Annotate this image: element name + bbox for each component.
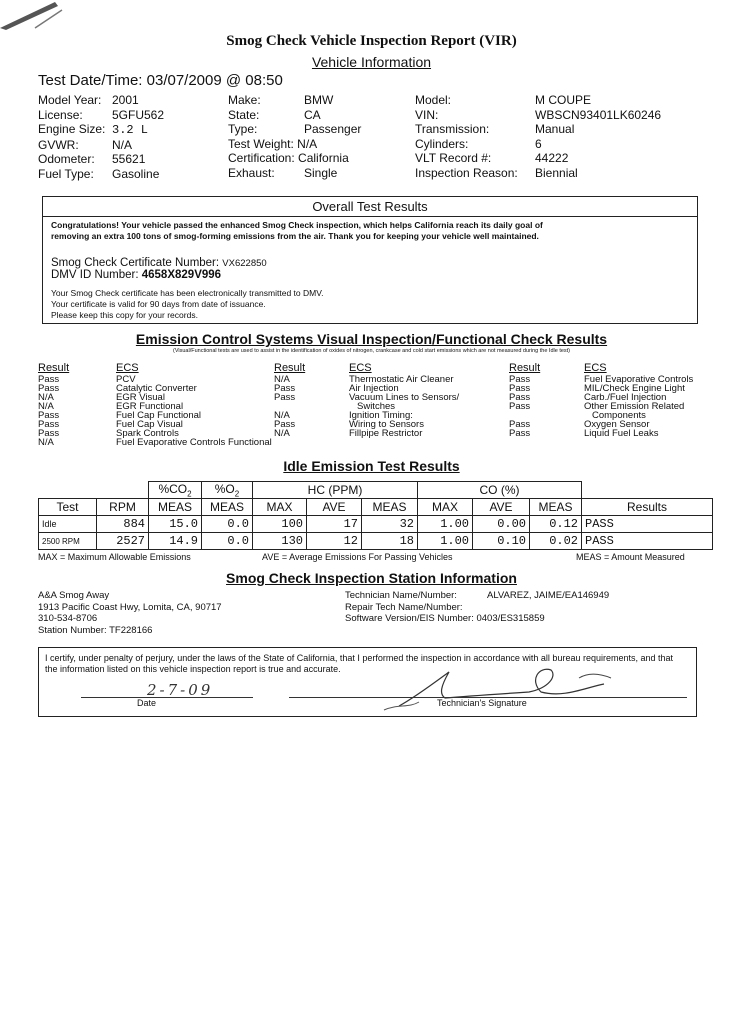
- ecs-cell: Wiring to Sensors: [349, 419, 424, 430]
- test-weight: N/A: [297, 136, 318, 151]
- result-header: Result: [38, 362, 70, 374]
- col-co-max: MAX: [418, 499, 473, 516]
- field-label: Model:: [415, 93, 452, 107]
- col-co2-meas: MEAS: [149, 499, 202, 516]
- field-label: Type:: [228, 122, 258, 136]
- result-cell: N/A: [274, 374, 290, 385]
- note-valid: Your certificate is valid for 90 days from date of issuance.: [51, 299, 266, 309]
- license: 5GFU562: [112, 107, 165, 122]
- station-address: 1913 Pacific Coast Hwy, Lomita, CA, 90717: [38, 601, 222, 613]
- result-cell: Pass: [38, 419, 60, 430]
- hc-max-value: 100: [253, 516, 307, 533]
- table-row: [39, 533, 713, 550]
- visual-col2-ecs: [349, 362, 459, 438]
- group-o2: $\%O_2$: [202, 482, 253, 499]
- ecs-cell: Thermostatic Air Cleaner: [349, 374, 454, 385]
- tech-value: ALVAREZ, JAIME/EA146949: [487, 590, 610, 601]
- rpm-value: 2527: [97, 533, 149, 550]
- ecs-header: ECS: [116, 362, 139, 374]
- field-label: State:: [228, 107, 260, 122]
- idle-test-heading: Idle Emission Test Results: [283, 458, 460, 474]
- hc-meas-value: 18: [362, 533, 418, 550]
- date-line: [81, 697, 253, 698]
- certification: California: [298, 151, 349, 165]
- visual-col3-results: [509, 362, 540, 438]
- ecs-cell: PCV: [116, 374, 136, 385]
- col-results: Results: [582, 499, 713, 516]
- ecs-cell: Spark Controls: [116, 428, 179, 439]
- col-co-ave: AVE: [473, 499, 530, 516]
- field-label: VIN:: [415, 107, 439, 122]
- result-value: PASS: [582, 516, 713, 533]
- co-max-value: 1.00: [418, 516, 473, 533]
- ecs-cell: Fuel Evaporative Controls Functional: [116, 437, 272, 448]
- ecs-cell: Switches: [357, 401, 396, 412]
- field-label: Cylinders:: [415, 136, 469, 151]
- group-co2: $\%CO_2$: [149, 482, 202, 499]
- field-label: Model Year:: [38, 93, 102, 107]
- vlt-record: 44222: [535, 151, 569, 165]
- overall-results-box: [42, 196, 698, 324]
- footnote-meas: MEAS = Amount Measured: [576, 552, 685, 562]
- date-label: Date: [137, 698, 157, 708]
- field-label: Odometer:: [38, 152, 95, 166]
- table-row: [39, 516, 713, 533]
- ecs-cell: Carb./Fuel Injection: [584, 392, 667, 403]
- result-cell: Pass: [509, 392, 531, 403]
- gvwr: N/A: [112, 137, 133, 152]
- co-max-value: 1.00: [418, 533, 473, 550]
- ecs-header: ECS: [584, 362, 607, 374]
- col-rpm: RPM: [97, 499, 149, 516]
- col-hc-ave: AVE: [307, 499, 362, 516]
- result-cell: Pass: [38, 410, 60, 421]
- hc-ave-value: 17: [307, 516, 362, 533]
- col-test: Test: [39, 499, 97, 516]
- cert-number: VX622850: [222, 258, 267, 269]
- result-header: Result: [274, 362, 306, 374]
- visual-col1-ecs: [116, 362, 272, 447]
- handwritten-date: 2-7-09: [147, 681, 214, 699]
- result-cell: Pass: [38, 428, 60, 439]
- technician-signature: [379, 658, 619, 713]
- col-hc-meas: MEAS: [362, 499, 418, 516]
- hc-max-value: 130: [253, 533, 307, 550]
- co-ave-value: 0.00: [473, 516, 530, 533]
- blank-cell: [582, 482, 713, 499]
- co-meas-value: 0.12: [530, 516, 582, 533]
- state: CA: [304, 107, 321, 122]
- col-o2-meas: MEAS: [202, 499, 253, 516]
- overall-results-heading: Overall Test Results: [312, 199, 428, 214]
- visual-inspection-heading: Emission Control Systems Visual Inspection/Functional Check Results: [135, 331, 608, 347]
- result-cell: N/A: [274, 428, 290, 439]
- vehicle-info-col2: [228, 93, 361, 180]
- ecs-cell: Liquid Fuel Leaks: [584, 428, 659, 439]
- engine-size: 3.2 L: [112, 123, 149, 137]
- field-label: License:: [38, 107, 83, 122]
- make: BMW: [304, 93, 334, 107]
- test-name: 2500 RPM: [39, 533, 97, 550]
- note-transmitted: Your Smog Check certificate has been electronically transmitted to DMV.: [51, 288, 324, 298]
- footnote-ave: AVE = Average Emissions For Passing Vehicles: [262, 552, 453, 562]
- footnote-max: MAX = Maximum Allowable Emissions: [38, 552, 191, 562]
- vehicle-info-col1: [38, 93, 164, 181]
- field-label: Transmission:: [415, 122, 490, 136]
- vin: WBSCN93401LK60246: [535, 107, 662, 122]
- o2-value: 0.0: [202, 516, 253, 533]
- tech-label: Technician Name/Number:: [345, 590, 457, 601]
- software-value: 0403/ES315859: [476, 613, 545, 624]
- col-co-meas: MEAS: [530, 499, 582, 516]
- result-cell: Pass: [38, 374, 60, 385]
- model-year: 2001: [112, 93, 139, 107]
- test-datetime: Test Date/Time: 03/07/2009 @ 08:50: [38, 72, 283, 89]
- ecs-header: ECS: [349, 362, 372, 374]
- field-label: Inspection Reason:: [415, 165, 518, 180]
- cylinders: 6: [535, 136, 542, 151]
- field-label: Fuel Type:: [38, 166, 94, 181]
- result-cell: Pass: [509, 419, 531, 430]
- vehicle-info-col3: [415, 93, 661, 180]
- result-cell: Pass: [274, 419, 296, 430]
- hc-ave-value: 12: [307, 533, 362, 550]
- co2-value: 14.9: [149, 533, 202, 550]
- inspection-reason: Biennial: [535, 165, 578, 180]
- odometer: 55621: [112, 152, 146, 166]
- ecs-cell: Fuel Evaporative Controls: [584, 374, 694, 385]
- fuel-type: Gasoline: [112, 166, 160, 181]
- station-details: [38, 590, 222, 636]
- model: M COUPE: [535, 93, 592, 107]
- transmission: Manual: [535, 122, 575, 136]
- field-label: Certification:: [228, 151, 295, 165]
- report-title: Smog Check Vehicle Inspection Report (VIR): [226, 33, 517, 49]
- station-info-heading: Smog Check Inspection Station Information: [226, 570, 517, 586]
- exhaust: Single: [304, 165, 338, 180]
- co-ave-value: 0.10: [473, 533, 530, 550]
- repair-tech-label: Repair Tech Name/Number:: [345, 601, 463, 613]
- certification-box: [38, 647, 697, 717]
- field-label: Engine Size:: [38, 122, 106, 136]
- field-label: GVWR:: [38, 137, 79, 152]
- result-cell: Pass: [509, 428, 531, 439]
- divider: [43, 216, 697, 217]
- note-keep: Please keep this copy for your records.: [51, 310, 198, 320]
- visual-inspection-subnote: (Visual/Functional tests are used to assist in the identification of oxides of nitrogen, crankcase and cold start emissions which are not measured during the Idle test): [172, 348, 571, 354]
- blank-cell: [39, 482, 149, 499]
- station-number: Station Number: TF228166: [38, 624, 153, 636]
- ecs-cell: Air Injection: [349, 383, 399, 394]
- rpm-value: 884: [97, 516, 149, 533]
- o2-value: 0.0: [202, 533, 253, 550]
- result-cell: N/A: [274, 410, 290, 421]
- congrats-message: Congratulations! Your vehicle passed the enhanced Smog Check inspection, which helps California reach its daily goal of removing an extra 100 tons of smog-forming emissions from the air. Thank you for keeping your vehicle well maintained.: [51, 220, 543, 241]
- idle-emission-table: [38, 481, 713, 550]
- co-meas-value: 0.02: [530, 533, 582, 550]
- result-cell: N/A: [38, 401, 54, 412]
- test-name: Idle: [39, 516, 97, 533]
- result-cell: N/A: [38, 437, 54, 448]
- software-label: Software Version/EIS Number:: [345, 613, 474, 624]
- group-hc: HC (PPM): [253, 482, 418, 499]
- result-value: PASS: [582, 533, 713, 550]
- visual-col3-ecs: [584, 362, 693, 438]
- ecs-cell: Catalytic Converter: [116, 383, 197, 394]
- field-label: VLT Record #:: [415, 151, 492, 165]
- result-cell: Pass: [38, 383, 60, 394]
- ecs-cell: Fillpipe Restrictor: [349, 428, 423, 439]
- signature-label: Technician's Signature: [437, 698, 527, 708]
- dmv-id-line: [51, 269, 221, 281]
- technician-details: [345, 590, 609, 625]
- dmv-id-number: 4658X829V996: [141, 269, 222, 281]
- vehicle-info-heading: Vehicle Information: [311, 54, 432, 70]
- result-cell: Pass: [274, 392, 296, 403]
- visual-col2-results: [274, 362, 305, 438]
- cert-number-label: Smog Check Certificate Number:: [51, 257, 220, 269]
- station-name: A&A Smog Away: [38, 590, 110, 601]
- co2-value: 15.0: [149, 516, 202, 533]
- ecs-cell: EGR Functional: [116, 401, 184, 412]
- hc-meas-value: 32: [362, 516, 418, 533]
- ecs-cell: Other Emission Related: [584, 401, 685, 412]
- ecs-cell: Oxygen Sensor: [584, 419, 650, 430]
- station-phone: 310-534-8706: [38, 613, 98, 624]
- vehicle-type: Passenger: [304, 122, 362, 136]
- field-label: Test Weight:: [228, 136, 294, 151]
- certify-statement: I certify, under penalty of perjury, under the laws of the State of California, that I performed the inspection in accordance with all bureau requirements, and that the information listed on this vehicle inspection report is true and accurate.: [45, 653, 674, 674]
- ecs-cell: Vacuum Lines to Sensors/: [349, 392, 460, 403]
- result-header: Result: [509, 362, 541, 374]
- ecs-cell: MIL/Check Engine Light: [584, 383, 685, 394]
- ecs-cell: Components: [592, 410, 646, 421]
- col-hc-max: MAX: [253, 499, 307, 516]
- ecs-cell: Ignition Timing:: [349, 410, 413, 421]
- result-cell: Pass: [274, 383, 296, 394]
- result-cell: Pass: [509, 374, 531, 385]
- group-co: CO (%): [418, 482, 582, 499]
- result-cell: N/A: [38, 392, 54, 403]
- visual-col1-results: [38, 362, 69, 447]
- ecs-cell: EGR Visual: [116, 392, 165, 403]
- field-label: Make:: [228, 93, 261, 107]
- ecs-cell: Fuel Cap Functional: [116, 410, 202, 421]
- dmv-id-label: DMV ID Number:: [51, 269, 139, 281]
- result-cell: Pass: [509, 383, 531, 394]
- ecs-cell: Fuel Cap Visual: [116, 419, 183, 430]
- field-label: Exhaust:: [228, 165, 275, 180]
- result-cell: Pass: [509, 401, 531, 412]
